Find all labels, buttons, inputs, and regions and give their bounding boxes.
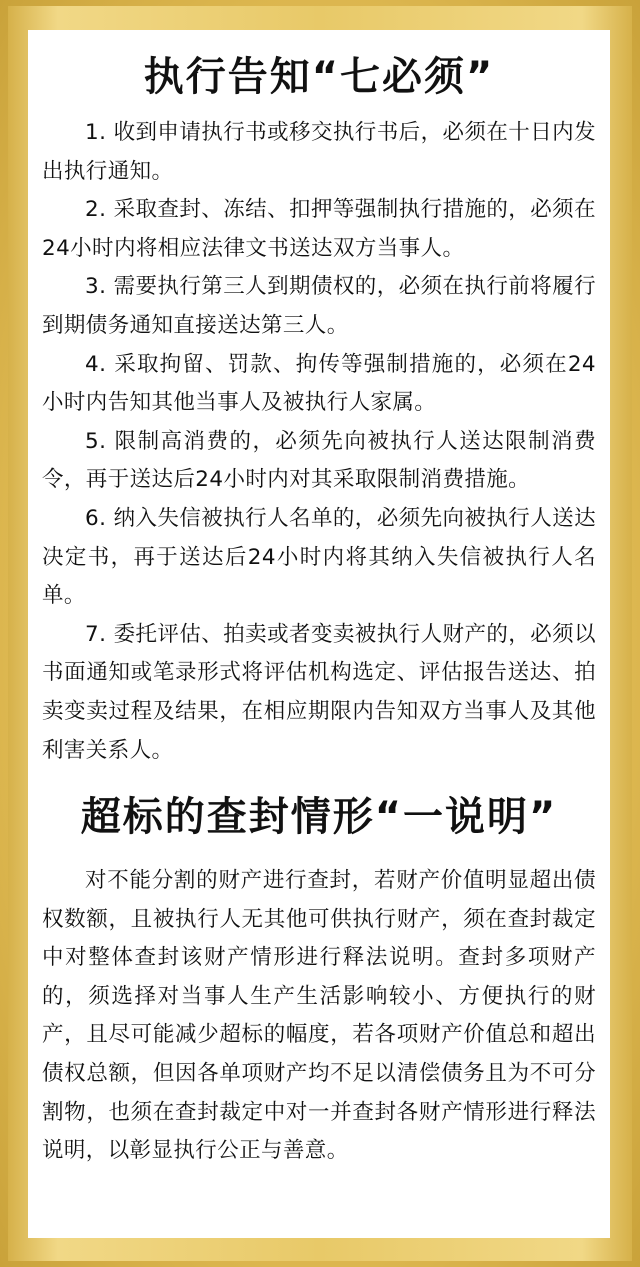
section2-body: 对不能分割的财产进行查封，若财产价值明显超出债权数额，且被执行人无其他可供执行财产，须在查封裁定中对整体查封该财产情形进行释法说明。查封多项财产的，须选择对当事人生产生活影响较小、方便执行的财产，且尽可能减少超标的幅度，若各项财产价值总和超出债权总额，但因各单项财产均不足以清偿债务且为不可分割物，也须在查封裁定中对一并查封各财产情形进行释法说明，以彰显执行公正与善意。 bbox=[42, 868, 596, 1164]
item-1: 1. 收到申请执行书或移交执行书后，必须在十日内发出执行通知。 bbox=[42, 120, 596, 184]
section1-title: 执行告知“七必须” bbox=[143, 54, 495, 100]
item-4: 4. 采取拘留、罚款、拘传等强制措施的，必须在24小时内告知其他当事人及被执行人家属。 bbox=[42, 351, 596, 416]
item-7: 7. 委托评估、拍卖或者变卖被执行人财产的，必须以书面通知或笔录形式将评估机构选定、评估报告送达、拍卖变卖过程及结果，在相应期限内告知双方当事人及其他利害关系人。 bbox=[42, 621, 596, 763]
notice-panel bbox=[28, 30, 610, 1238]
section2-title: 超标的查封情形“一说明” bbox=[80, 794, 558, 841]
item-5: 5. 限制高消费的，必须先向被执行人送达限制消费令，再于送达后24小时内对其采取限制消费措施。 bbox=[42, 428, 596, 493]
item-6: 6. 纳入失信被执行人名单的，必须先向被执行人送达决定书，再于送达后24小时内将其纳入失信被执行人名单。 bbox=[42, 505, 596, 609]
item-3: 3. 需要执行第三人到期债权的，必须在执行前将履行到期债务通知直接送达第三人。 bbox=[42, 274, 596, 338]
item-2: 2. 采取查封、冻结、扣押等强制执行措施的，必须在24小时内将相应法律文书送达双方当事人。 bbox=[42, 197, 596, 261]
